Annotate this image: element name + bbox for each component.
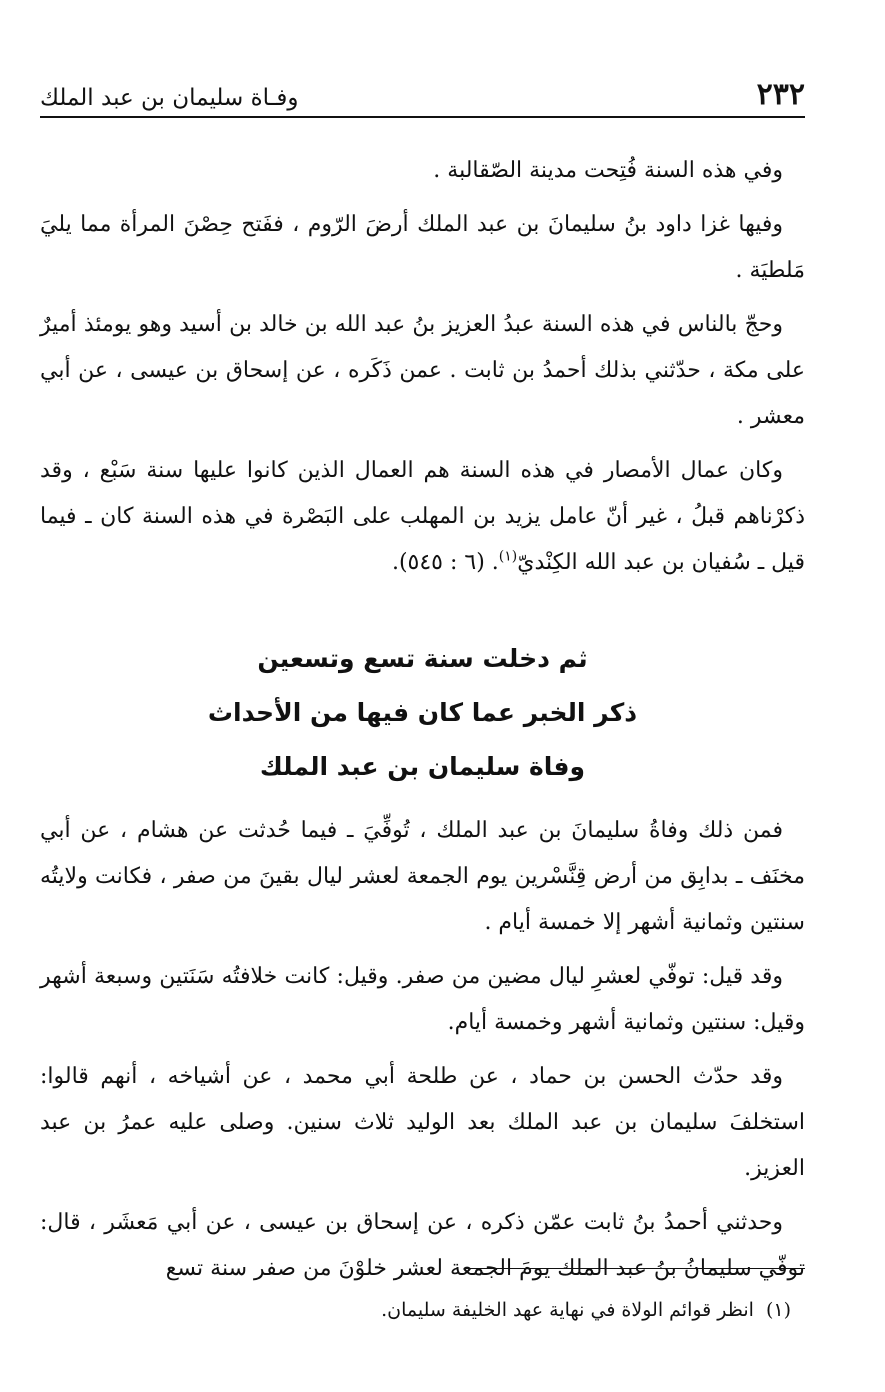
paragraph: وقد حدّث الحسن بن حماد ، عن طلحة أبي محمد ، عن أشياخه ، أنهم قالوا: استخلفَ سليمان بن عبد الملك بعد الوليد ثلاث سنين. وصلى عليه عمرُ بن عبد العزيز.	[40, 1064, 805, 1181]
paragraph-with-footnote	[40, 448, 805, 586]
footnote	[40, 1296, 791, 1324]
paragraph: وحجّ بالناس في هذه السنة عبدُ العزيز بنُ عبد الله بن خالد بن أسيد وهو يومئذ أميرٌ على مكة ، حدّثني بذلك أحمدُ بن ثابت . عمن ذَكَره ، عن إسحاق بن عيسى ، عن أبي معشر .	[40, 312, 805, 429]
paragraph: وفيها غزا داود بنُ سليمانَ بن عبد الملك أرضَ الرّوم ، ففَتح حِصْنَ المرأة مما يليَ مَلطيَة .	[40, 212, 805, 283]
section-headings	[40, 632, 805, 794]
footnote-marker: (١)	[765, 1299, 791, 1321]
paragraph: فمن ذلك وفاةُ سليمانَ بن عبد الملك ، تُوفِّيَ ـ فيما حُدثت عن هشام ، عن أبي مخنَف ـ بدابِق من أرض قِنَّسْرين يوم الجمعة لعشر ليال بقينَ من صفر ، فكانت ولايتُه سنتين وثمانية أشهر إلا خمسة أيام .	[40, 818, 805, 935]
paragraph: وحدثني أحمدُ بنُ ثابت عمّن ذكره ، عن إسحاق بن عيسى ، عن أبي مَعشَر ، قال: توفّي سليمانُ بنُ عبد الملك يومَ الجمعة لعشر خلوْنَ من صفر سنة تسع	[40, 1210, 805, 1281]
running-title: وفـاة سليمان بن عبد الملك	[40, 85, 299, 111]
section-heading-death: وفاة سليمان بن عبد الملك	[259, 752, 586, 781]
book-page	[40, 0, 805, 1392]
footnote-divider	[465, 1268, 805, 1269]
running-head	[40, 74, 805, 118]
section-heading-events: ذكر الخبر عما كان فيها من الأحداث	[207, 698, 638, 727]
section-heading-year: ثم دخلت سنة تسع وتسعين	[257, 644, 588, 673]
page-number: ٢٣٢	[756, 77, 805, 112]
footnote-text: انظر قوائم الولاة في نهاية عهد الخليفة سليمان.	[381, 1299, 754, 1321]
paragraph-text: وكان عمال الأمصار في هذه السنة هم العمال الذين كانوا عليها سنة سَبْع ، وقد ذكرْناهم قبلُ ، غير أنّ عامل يزيد بن المهلب على البَصْرة في هذه السنة كان ـ فيما قيل ـ سُفيان بن عبد الله الكِنْديّ	[40, 458, 805, 575]
paragraph: وقد قيل: توفّي لعشرِ ليال مضين من صفر. وقيل: كانت خلافتُه سَنَتين وسبعة أشهر وقيل: سنتين وثمانية أشهر وخمسة أيام.	[40, 964, 805, 1035]
paragraph-citation: . (٦ : ٥٤٥).	[391, 550, 499, 575]
page-body	[40, 148, 805, 1300]
paragraph: وفي هذه السنة فُتِحت مدينة الصّقالبة .	[433, 158, 783, 183]
footnote-reference[interactable]: (١)	[498, 548, 518, 565]
